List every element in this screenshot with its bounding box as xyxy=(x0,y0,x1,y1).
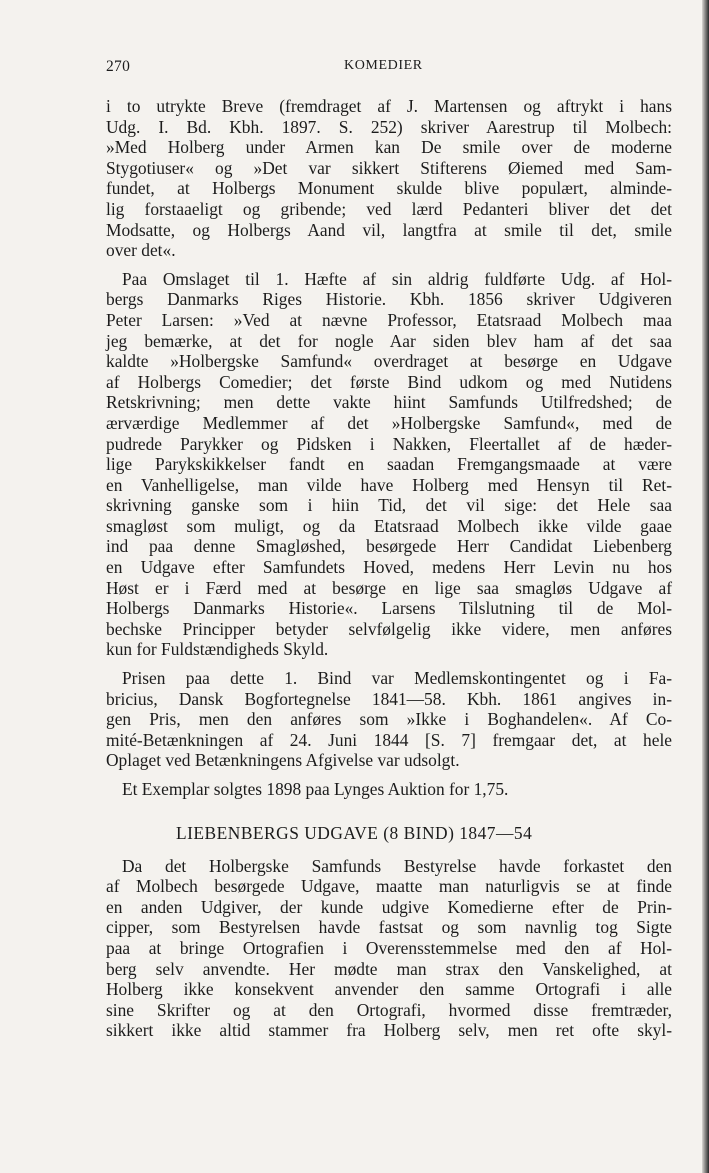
paragraph xyxy=(106,668,672,771)
text-line: kaldte »Holbergske Samfund« overdraget at besørge en Udgave xyxy=(106,351,672,372)
text-line: en Udgave efter Samfundets Hoved, medens Herr Levin nu hos xyxy=(106,557,672,578)
text-line: gen Pris, men den anføres som »Ikke i Boghandelen«. Af Co- xyxy=(106,709,672,730)
text-line: skrivning ganske som i hiin Tid, det vil sige: det Hele saa xyxy=(106,495,672,516)
text-line: Peter Larsen: »Ved at nævne Professor, Etatsraad Molbech maa xyxy=(106,309,672,330)
text-line: Modsatte, og Holbergs Aand vil, langtfra at smile til det, smile xyxy=(106,219,672,240)
text-line: Holbergs Danmarks Historie«. Larsens Tilslutning til de Mol- xyxy=(106,598,672,619)
text-line: ærværdige Medlemmer af det »Holbergske Samfund«, med de xyxy=(106,412,672,433)
body-text xyxy=(106,96,672,1041)
text-line: Da det Holbergske Samfunds Bestyrelse havde forkastet den xyxy=(122,855,672,876)
paragraph xyxy=(106,269,672,660)
text-line: paa at bringe Ortografien i Overensstemmelse med den af Hol- xyxy=(106,937,672,958)
text-line: smagløst som muligt, og da Etatsraad Molbech ikke vilde gaae xyxy=(106,515,672,536)
text-line: fundet, at Holbergs Monument skulde blive populært, alminde- xyxy=(106,178,672,199)
text-line: bergs Danmarks Riges Historie. Kbh. 1856 skriver Udgiveren xyxy=(106,289,672,310)
running-title: KOMEDIER xyxy=(344,58,423,73)
text-line: Udg. I. Bd. Kbh. 1897. S. 252) skriver Aarestrup til Molbech: xyxy=(106,116,672,137)
running-head xyxy=(106,58,672,84)
text-line: Paa Omslaget til 1. Hæfte af sin aldrig fuldførte Udg. af Hol- xyxy=(122,268,672,289)
text-line: pudrede Parykker og Pidsken i Nakken, Fleertallet af de hæder- xyxy=(106,433,672,454)
text-line: Retskrivning; men dette vakte hiint Samfunds Utilfredshed; de xyxy=(106,392,672,413)
paragraph xyxy=(106,856,672,1041)
text-line: Holberg ikke konsekvent anvender den samme Ortografi i alle xyxy=(106,979,672,1000)
text-line: Prisen paa dette 1. Bind var Medlemskontingentet og i Fa- xyxy=(122,668,672,689)
text-line: lig forstaaeligt og gribende; ved lærd Pedanteri bliver det det xyxy=(106,198,672,219)
section-heading: LIEBENBERGS UDGAVE (8 BIND) 1847—54 xyxy=(176,822,533,843)
text-line: Oplaget ved Betænkningens Afgivelse var udsolgt. xyxy=(106,750,460,771)
text-line: over det«. xyxy=(106,240,176,261)
text-line: ind paa denne Smagløshed, besørgede Herr Candidat Liebenberg xyxy=(106,536,672,557)
text-line: bechske Principper betyder selvfølgelig ikke videre, men anføres xyxy=(106,618,672,639)
text-line: »Med Holberg under Armen kan De smile over de moderne xyxy=(106,137,672,158)
text-line: sikkert ikke altid stammer fra Holberg selv, men ret ofte skyl- xyxy=(106,1020,672,1041)
text-line: jeg bemærke, at det for nogle Aar siden blev ham af det saa xyxy=(106,330,672,351)
text-line: Stygotiuser« og »Det var sikkert Stifterens Øiemed med Sam- xyxy=(106,157,672,178)
text-line: berg selv anvendte. Her mødte man strax den Vanskelighed, at xyxy=(106,958,672,979)
text-line: lige Parykskikkelser fandt en saadan Fremgangsmaade at være xyxy=(106,454,672,475)
text-line: af Molbech besørgede Udgave, maatte man naturligvis se at finde xyxy=(106,876,672,897)
text-line: en anden Udgiver, der kunde udgive Komedierne efter de Prin- xyxy=(106,896,672,917)
text-line: bricius, Dansk Bogfortegnelse 1841—58. Kbh. 1861 angives in- xyxy=(106,688,672,709)
text-line: i to utrykte Breve (fremdraget af J. Martensen og aftrykt i hans xyxy=(106,96,672,116)
text-line: kun for Fuldstændigheds Skyld. xyxy=(106,639,329,660)
text-line: cipper, som Bestyrelsen havde fastsat og som navnlig tog Sigte xyxy=(106,917,672,938)
text-line: mité-Betænkningen af 24. Juni 1844 [S. 7] fremgaar det, at hele xyxy=(106,729,672,750)
text-line: af Holbergs Comedier; det første Bind udkom og med Nutidens xyxy=(106,371,672,392)
text-line: Høst er i Færd med at besørge en lige saa smagløs Udgave af xyxy=(106,577,672,598)
page-edge-shadow xyxy=(702,0,709,1173)
text-line: sine Skrifter og at den Ortografi, hvormed disse fremtræder, xyxy=(106,999,672,1020)
book-page xyxy=(106,58,672,1041)
paragraph xyxy=(106,779,672,800)
paragraph xyxy=(106,96,672,261)
text-line: en Vanhelligelse, man vilde have Holberg med Hensyn til Ret- xyxy=(106,474,672,495)
text-line: Et Exemplar solgtes 1898 paa Lynges Auktion for 1,75. xyxy=(122,779,509,799)
page-number: 270 xyxy=(106,58,131,75)
